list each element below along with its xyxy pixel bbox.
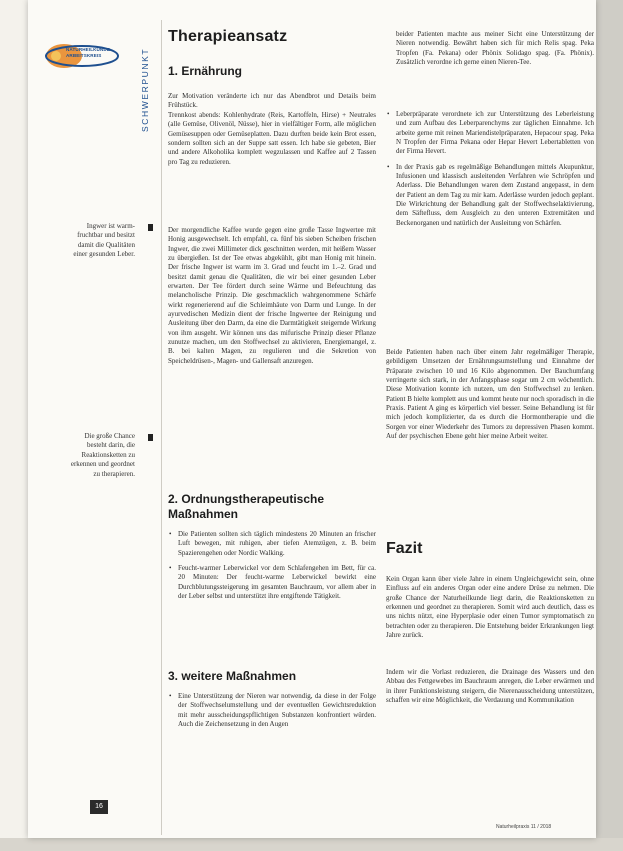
paragraph-abendbrot: Zur Motivation veränderte ich nur das Abendbrot und Details beim Frühstück. xyxy=(168,92,376,110)
list-item: • Leberpräparate verordnete ich zur Unterstützung des Leberleistung und zum Aufbau des Leberparenchyms zur täglichen Einnahme. Ich arbeite gerne mit reinen Mariendistelpräparaten, Hepacour spag. Peka N Tropfen der Firma Pekana oder Hepar Hevert Lebertabletten von der Firma Hevert. xyxy=(387,110,594,156)
paragraph-nieren: beider Patienten machte aus meiner Sicht eine Unterstützung der Nieren notwendig. Bewährt haben sich für mich Relis spag. Peka Tropfen (Fa. Pekana) oder Phönix Solidago spag. (Fa. Phönix). Zusätzlich verordne ich gerne einen Nieren-Tee. xyxy=(396,30,594,67)
margin-note-ingwer: Ingwer ist warm-fruchtbar und besitzt damit die Qualitäten einer gesunden Leber. xyxy=(73,222,135,259)
list-item: • In der Praxis gab es regelmäßige Behandlungen mittels Akupunktur, Infusionen und klassisch ausleitenden Verfahren wie Schröpfen und Aderlass. Die Behandlungen waren dem Zustand angepasst, in dem der Patient an dem Tag zu mir kam. Aderlässe wurden jedoch geplant. Die Wirkrichtung der Behandlung galt der Stoffwechselaktivierung, dem Säftefluss, dem Ausgleich zu den unteren Extremitäten und Beckenorganen und natürlich der Ausleitung von Schärfen. xyxy=(387,162,594,227)
list-item: • Eine Unterstützung der Nieren war notwendig, da diese in der Folge der Stoffwechselumstellung und der eventuellen Gewichtsreduktion mit mehr ausscheidungspflichtigen Substanzen konfrontiert würden. Auch die Zeichensetzung in den Augen xyxy=(169,692,376,729)
page-edge-bottom xyxy=(0,838,623,851)
margin-marker-2 xyxy=(148,434,153,441)
list-weitere-massnahmen xyxy=(168,692,376,729)
list-ordnungstherapie xyxy=(168,530,376,601)
paragraph-fazit-2: Indem wir die Vorlast reduzieren, die Drainage des Wassers und den Abbau des Fettgewebes im Bauchraum anregen, die Leber erwärmen und in ihrer Funktionsleistung steigern, die Nierenausscheidung unterstützen, schaffen wir eine Möglichkeit, die Verdauung und Kommunikation xyxy=(386,668,594,705)
list-item: • Die Patienten sollten sich täglich mindestens 20 Minuten an frischer Luft bewegen, mit ruhigen, aber tiefen Atemzügen, z. B. beim Spazierengehen oder Nordic Walking. xyxy=(169,530,376,557)
margin-note-chance: Die große Chance besteht darin, die Reaktionsketten zu erkennen und geordnet zu therapieren. xyxy=(70,432,135,478)
logo-text: NATURHEILKUNDE-ARBEITSKREIS xyxy=(66,47,112,58)
margin-column xyxy=(28,0,136,838)
paragraph-ergebnis: Beide Patienten haben nach über einem Jahr regelmäßiger Therapie, gebildigem Umsetzen der Ernährungsumstellung und Einnahme der Präparate zwischen 10 und 16 Kilo abgenommen. Der Bauchumfang verringerte sich stark, in der Anfangsphase sogar um 2 cm wöchentlich. Diese Motivation konnte ich nutzen, um den Stoffwechsel zu lenken. Patient B hielte komplett aus und kommt heute nur noch sporadisch in die Praxis. Patient A ging es körperlich viel besser. Seine Behandlung ist für mich jedoch komplizierter, da es durch die Hormontherapie und die Sorgen vor einer Wiederkehr des Tumors zu depressiven Phasen kommt. Auf der psychischen Ebene geht hier meine Arbeit weiter. xyxy=(386,348,594,441)
heading-fazit: Fazit xyxy=(386,540,423,557)
document-page xyxy=(28,0,596,838)
page-number: 16 xyxy=(90,800,108,814)
paragraph-trennkost: Trennkost abends: Kohlenhydrate (Reis, Kartoffeln, Hirse) + Neutrales (alle Gemüse, Olivenöl, Nüsse), hier in vielfältiger Form, alle möglichen Gemüsesuppen oder Gemüseplatten. Dazu durften beide kein Brot essen, sondern sollten sich an der Suppe satt essen. Ich habe sie gebeten, Bier und andere Alkoholika komplett wegzulassen und Kaffee auf 2 Tassen pro Tag zu reduzieren. xyxy=(168,111,376,166)
list-item: • Feucht-warmer Leberwickel vor dem Schlafengehen im Bett, für ca. 20 Minuten: Der feucht-warme Leberwickel bewirkt eine Durchblutungssteigerung im gesamten Bauchraum, vor allem aber in der Leber selbst und unterstützt ihre entgiftende Tätigkeit. xyxy=(169,564,376,601)
list-praeparate xyxy=(386,110,594,228)
page-footer: Naturheilpraxis 11 / 2018 xyxy=(496,824,552,830)
section-label-vertical: SCHWERPUNKT xyxy=(140,47,150,133)
paragraph-fazit-1: Kein Organ kann über viele Jahre in einem Ungleichgewicht sein, ohne Einfluss auf ein anderes Organ oder eine andere Drüse zu nehmen. Die große Chance der Naturheilkunde liegt darin, die Reaktionsketten zu erkennen und geordnet zu therapieren. Somit wird auch deutlich, dass es uns nichts nützt, eine Hyperplasie oder einen Tumor symptomatisch zu betrachten oder zu therapieren. Die Entstehung beider Erkrankungen liegt Jahre zurück. xyxy=(386,575,594,640)
paragraph-ingwertee: Der morgendliche Kaffee wurde gegen eine große Tasse Ingwertee mit Honig ausgewechselt. Ich empfahl, ca. fünf bis sieben Scheiben frischen Ingwer, die zwei Millimeter dick geschnitten werden, mit heißem Wasser zu übergießen. Ist der Tee etwas abgekühlt, gibt man Honig mit hinein. Der frische Ingwer ist warm im 3. Grad und feucht im 1.–2. Grad und besitzt damit genau die Qualitäten, die wir bei einer gesunden Leber erwarten. Der Tee fördert durch seine Wärme und Befeuchtung das melancholische Prinzip. Die geschmacklich wahrgenommene Schärfe wirkt regenerierend auf die Schleimhäute von Darm und Lunge. In der ayurvedischen Medizin dient der frische Ingwertee der Reinigung und Ausleitung über den Darm, da eine die Darmtätigkeit steigernde Wirkung von ihm ausgeht. Wir können uns das mifurische Prinzip dieser Pflanze zunutze machen, um den Stoffwechsel zu aktivieren, Energiemangel, z. B. bei kalten Magen, zu regulieren und die Sekretion von Speicheldrüsen-, Magen- und Gallensaft anzuregen. xyxy=(168,226,376,365)
page-edge-right xyxy=(596,0,623,851)
heading-weitere-massnahmen: 3. weitere Maßnahmen xyxy=(168,669,297,683)
heading-ordnungstherapie: 2. Ordnungstherapeutische Maßnahmen xyxy=(168,492,325,521)
margin-marker-1 xyxy=(148,224,153,231)
article-title: Therapieansatz xyxy=(168,28,288,45)
column-divider xyxy=(161,20,162,835)
heading-ernaehrung: 1. Ernährung xyxy=(168,64,243,78)
